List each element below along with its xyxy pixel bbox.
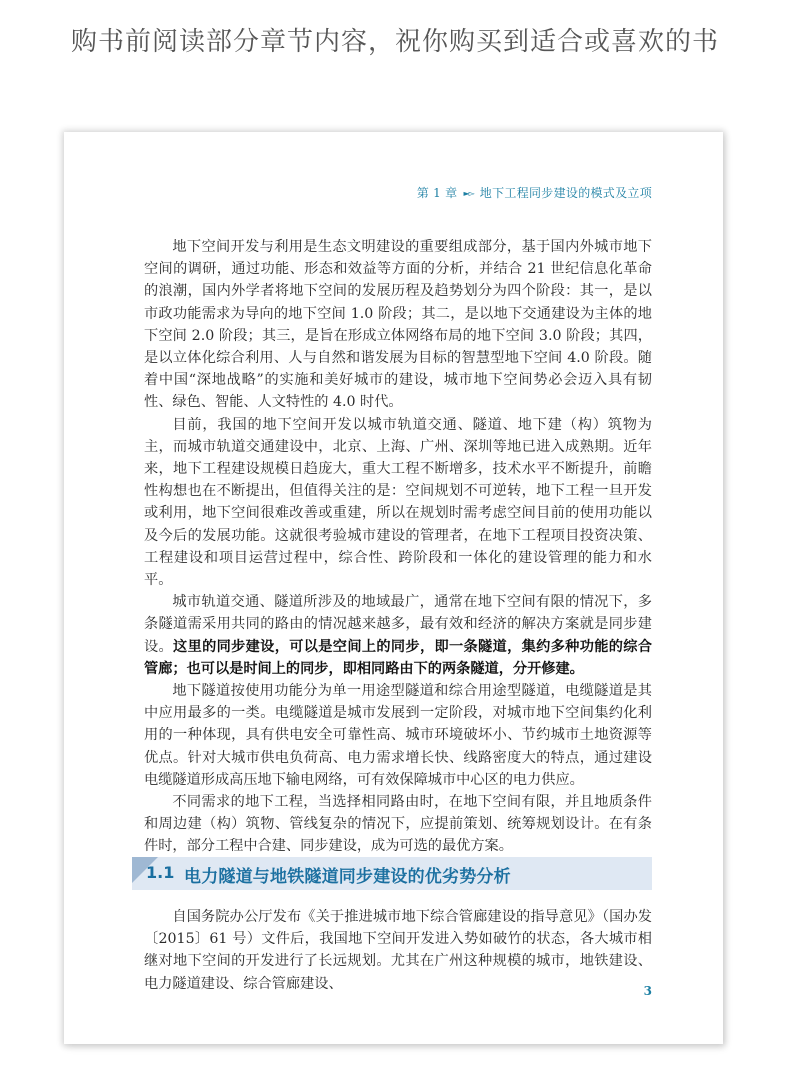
- section-heading: [132, 857, 652, 890]
- promo-banner: 购书前阅读部分章节内容，祝你购买到适合或喜欢的书: [70, 27, 719, 57]
- body-text: [144, 236, 652, 858]
- section-title: 电力隧道与地铁隧道同步建设的优劣势分析: [184, 867, 511, 887]
- section-number: 1.1: [146, 863, 175, 882]
- paragraph: 不同需求的地下工程，当选择相同路由时，在地下空间有限，并且地质条件和周边建（构）筑物、管线复杂的情况下，应提前策划、统筹规划设计。在有条件时，部分工程中合建、同步建设，成为可选的最优方案。: [144, 794, 652, 855]
- paragraph: [144, 591, 652, 680]
- arrow-separator-icon: ►▻: [463, 189, 474, 198]
- running-header: [417, 184, 652, 201]
- paragraph-bold-text: 这里的同步建设，可以是空间上的同步，即一条隧道，集约多种功能的综合管廊；也可以是时间上的同步，即相同路由下的两条隧道，分开修建。: [144, 638, 652, 677]
- section-body-text: [144, 906, 652, 995]
- paragraph: 地下空间开发与利用是生态文明建设的重要组成部分，基于国内外城市地下空间的调研，通过功能、形态和效益等方面的分析，并结合 21 世纪信息化革命的浪潮，国内外学者将地下空间的发展历程及趋势划分为四个阶段：其一，是以市政功能需求为导向的地下空间 1.0 阶段；其二，是以地下交通建设为主体的地下空间 2.0 阶段；其三，是旨在形成立体网络布局的地下空间 3.0 阶段；其四，是以立体化综合利用、人与自然和谐发展为目标的智慧型地下空间 4.0 阶段。随着中国“深地战略”的实施和美好城市的建设，城市地下空间势必会迈入具有韧性、绿色、智能、人文特性的 4.0 时代。: [144, 239, 652, 411]
- paragraph: 地下隧道按使用功能分为单一用途型隧道和综合用途型隧道，电缆隧道是其中应用最多的一类。电缆隧道是城市发展到一定阶段，对城市地下空间集约化利用的一种体现，具有供电安全可靠性高、城市环境破坏小、节约城市土地资源等优点。针对大城市供电负荷高、电力需求增长快、线路密度大的特点，通过建设电缆隧道形成高压地下输电网络，可有效保障城市中心区的电力供应。: [144, 683, 652, 788]
- chapter-title: 地下工程同步建设的模式及立项: [479, 186, 652, 200]
- book-page: [64, 132, 723, 1044]
- chapter-label: 第 1 章: [416, 186, 458, 200]
- paragraph-text: 城市轨道交通、隧道所涉及的地域最广，通常在地下空间有限的情况下，多条隧道需采用共同的路由的情况越来越多，最有效和经济的解决方案就是同步建设。: [144, 594, 652, 655]
- page-number: 3: [643, 984, 652, 998]
- paragraph: 目前，我国的地下空间开发以城市轨道交通、隧道、地下建（构）筑物为主，而城市轨道交通建设中，北京、上海、广州、深圳等地已进入成熟期。近年来，地下工程建设规模日趋庞大，重大工程不断增多，技术水平不断提升，前瞻性构想也在不断提出，但值得关注的是：空间规划不可逆转，地下工程一旦开发或利用，地下空间很难改善或重建，所以在规划时需考虑空间目前的使用功能以及今后的发展功能。这就很考验城市建设的管理者，在地下工程项目投资决策、工程建设和项目运营过程中，综合性、跨阶段和一体化的建设管理的能力和水平。: [144, 416, 652, 589]
- paragraph: 自国务院办公厅发布《关于推进城市地下综合管廊建设的指导意见》（国办发〔2015〕61 号）文件后，我国地下空间开发进入势如破竹的状态，各大城市相继对地下空间的开发进行了长远规划。尤其在广州这种规模的城市，地铁建设、电力隧道建设、综合管廊建设、: [144, 909, 652, 992]
